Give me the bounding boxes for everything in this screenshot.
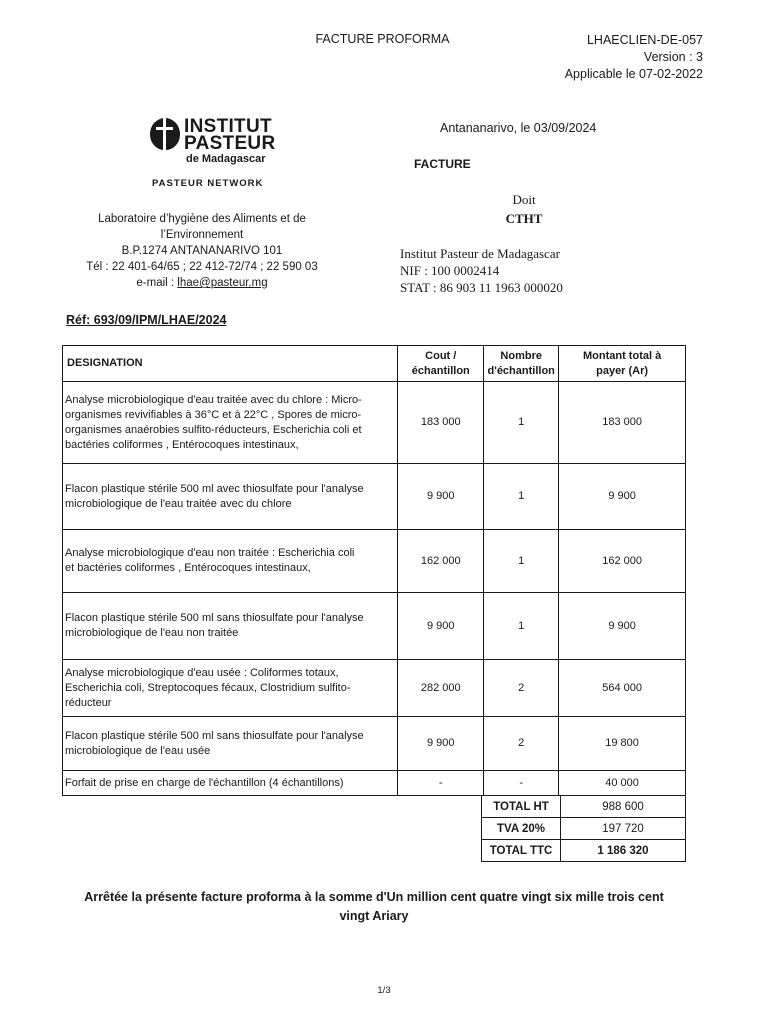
tva-row [482, 818, 686, 840]
row-designation: Flacon plastique stérile 500 ml sans thiosulfate pour l'analyse microbiologique de l'eau usée [63, 717, 398, 771]
issuer-nif: NIF : 100 0002414 [400, 263, 500, 278]
lab-email-line [62, 275, 342, 291]
issuer-block [400, 245, 563, 296]
header-total: Montant total à payer (Ar) [559, 346, 686, 382]
row-cost: 9 900 [398, 593, 484, 660]
email-label: e-mail : [136, 277, 175, 289]
page-number: 1/3 [377, 985, 391, 996]
client-name: CTHT [505, 211, 543, 226]
institut-pasteur-logo [150, 116, 300, 196]
doit-label: Doit [512, 192, 536, 207]
row-total: 9 900 [559, 464, 686, 530]
document-title: FACTURE PROFORMA [315, 32, 450, 46]
lab-po-box: B.P.1274 ANTANANARIVO 101 [121, 245, 283, 257]
invoice-reference: Réf: 693/09/IPM/LHAE/2024 [66, 313, 227, 327]
table-row [63, 530, 686, 593]
lab-address-block [62, 211, 342, 291]
row-count: 2 [484, 717, 559, 771]
document-control-block [470, 32, 703, 83]
row-designation: Analyse microbiologique d'eau traitée avec du chlore : Micro- organismes revivifiables à 36°C et à 22°C , Spores de micro- organismes anaérobies sulfito-réducteurs, Escherichia coli et bactéries coliformes , Entérocoques intestinaux, [63, 382, 398, 464]
totals-table [481, 795, 686, 862]
table-row [63, 464, 686, 530]
document-code: LHAECLIEN-DE-057 [586, 33, 703, 47]
applicable-date: Applicable le 07-02-2022 [564, 67, 703, 81]
row-count: 2 [484, 660, 559, 717]
logo-text-madagascar: de Madagascar [186, 153, 266, 165]
logo-text-network: PASTEUR NETWORK [152, 178, 264, 189]
row-designation: Forfait de prise en charge de l'échantillon (4 échantillons) [63, 771, 398, 796]
place-date: Antananarivo, le 03/09/2024 [440, 121, 597, 135]
row-cost: - [398, 771, 484, 796]
row-count: 1 [484, 530, 559, 593]
row-count: 1 [484, 593, 559, 660]
lab-phone: Tél : 22 401-64/65 ; 22 412-72/74 ; 22 590 03 [86, 261, 318, 273]
issuer-name: Institut Pasteur de Madagascar [400, 246, 560, 261]
table-row [63, 382, 686, 464]
pasteur-emblem-icon [150, 118, 180, 150]
table-row [63, 593, 686, 660]
logo-text-institut: INSTITUT [184, 116, 272, 137]
row-total: 564 000 [559, 660, 686, 717]
total-ht-value: 988 600 [561, 796, 686, 818]
row-designation: Analyse microbiologique d'eau usée : Coliformes totaux, Escherichia coli, Streptocoques fécaux, Clostridium sulfito- réducteur [63, 660, 398, 717]
row-total: 40 000 [559, 771, 686, 796]
total-ht-row [482, 796, 686, 818]
table-row [63, 660, 686, 717]
row-total: 19 800 [559, 717, 686, 771]
row-designation: Flacon plastique stérile 500 ml sans thiosulfate pour l'analyse microbiologique de l'eau non traitée [63, 593, 398, 660]
table-row [63, 771, 686, 796]
row-cost: 9 900 [398, 464, 484, 530]
tva-label: TVA 20% [482, 818, 561, 840]
lab-name-line1: Laboratoire d’hygiène des Aliments et de [98, 213, 306, 225]
row-designation: Flacon plastique stérile 500 ml avec thiosulfate pour l'analyse microbiologique de l'eau traitée avec du chlore [63, 464, 398, 530]
lab-name-line2: l’Environnement [160, 229, 244, 241]
closing-statement [62, 888, 686, 926]
row-total: 162 000 [559, 530, 686, 593]
email-link[interactable]: lhae@pasteur.mg [177, 277, 268, 289]
row-cost: 183 000 [398, 382, 484, 464]
header-cost: Cout / échantillon [398, 346, 484, 382]
table-row [63, 717, 686, 771]
row-cost: 162 000 [398, 530, 484, 593]
row-total: 9 900 [559, 593, 686, 660]
total-ttc-row [482, 840, 686, 862]
invoice-type: FACTURE [414, 157, 471, 171]
document-version: Version : 3 [643, 50, 703, 64]
row-count: 1 [484, 382, 559, 464]
logo-text-pasteur: PASTEUR [184, 133, 276, 154]
header-designation: DESIGNATION [63, 346, 398, 382]
issuer-stat: STAT : 86 903 11 1963 000020 [400, 280, 563, 295]
invoice-table [62, 345, 686, 796]
closing-line2: vingt Ariary [339, 909, 409, 923]
row-count: - [484, 771, 559, 796]
row-cost: 282 000 [398, 660, 484, 717]
row-cost: 9 900 [398, 717, 484, 771]
row-count: 1 [484, 464, 559, 530]
table-header-row [63, 346, 686, 382]
total-ttc-value: 1 186 320 [561, 840, 686, 862]
header-count: Nombre d'échantillon [484, 346, 559, 382]
tva-value: 197 720 [561, 818, 686, 840]
row-designation: Analyse microbiologique d'eau non traitée : Escherichia coli et bactéries coliformes , Entérocoques intestinaux, [63, 530, 398, 593]
total-ht-label: TOTAL HT [482, 796, 561, 818]
total-ttc-label: TOTAL TTC [482, 840, 561, 862]
row-total: 183 000 [559, 382, 686, 464]
closing-line1: Arrêtée la présente facture proforma à la somme d'Un million cent quatre vingt six mille trois cent [84, 890, 664, 904]
